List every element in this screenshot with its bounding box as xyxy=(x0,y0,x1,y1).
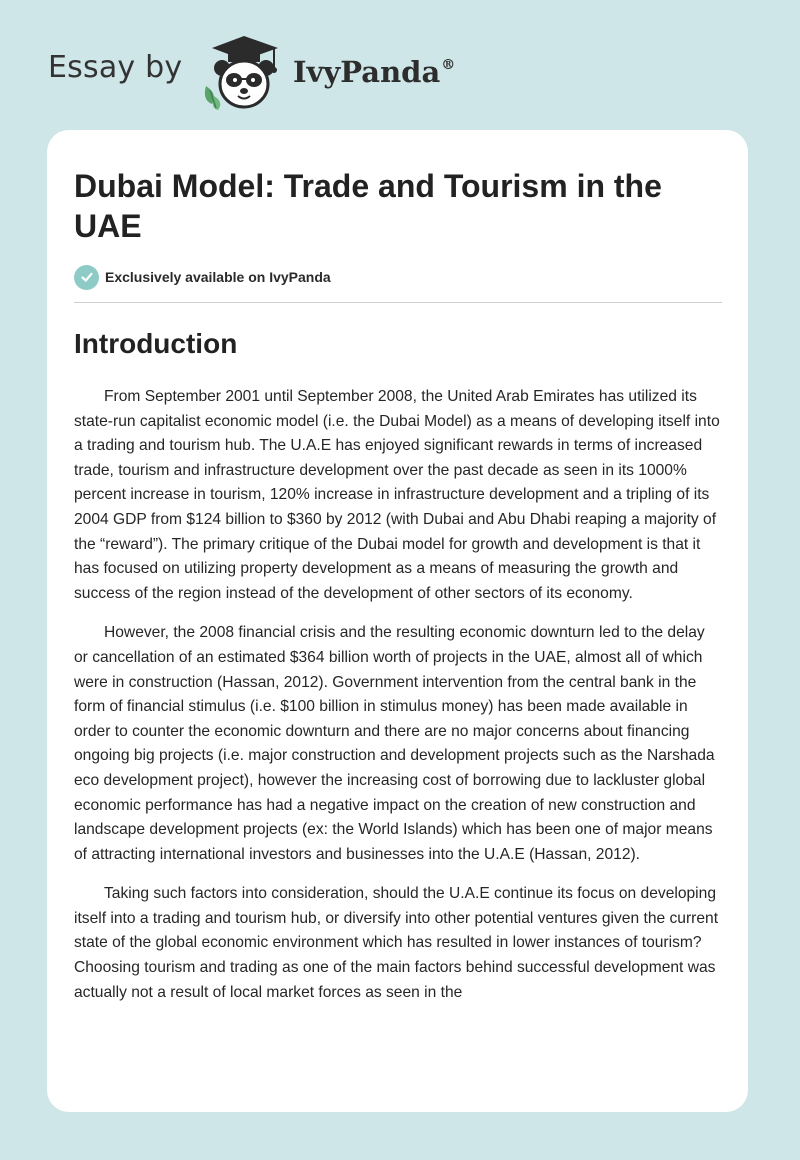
brand-name[interactable] xyxy=(293,55,455,89)
section-heading: Introduction xyxy=(74,328,238,359)
article-card xyxy=(47,130,748,1112)
essay-by-label: Essay by xyxy=(48,50,183,85)
exclusive-badge xyxy=(74,264,331,290)
article-body xyxy=(74,385,722,1020)
paragraph: Taking such factors into consideration, should the U.A.E continue its focus on developing itself into a trading and tourism hub, or diversify into other potential ventures given the current state of the global economic environment which has resulted in lower instances of tourism? Choosing tourism and trading as one of the main factors behind successful development was actually not a result of local market forces as seen in the xyxy=(74,885,719,1001)
check-icon xyxy=(74,265,99,290)
paragraph: From September 2001 until September 2008, the United Arab Emirates has utilized its state-run capitalist economic model (i.e. the Dubai Model) as a means of developing itself into a trading and tourism hub. The U.A.E has enjoyed significant rewards in terms of increased trade, tourism and infrastructure development over the past decade as seen in its 1000% percent increase in tourism, 120% increase in infrastructure development and a tripling of its 2004 GDP from $124 billion to $360 by 2012 (with Dubai and Abu Dhabi reaping a majority of the “reward”). The primary critique of the Dubai model for growth and development is that it has focused on utilizing property development as a means of measuring the growth and success of the region instead of the development of other sectors of its economy. xyxy=(74,388,720,602)
brand-name-text: IvyPanda xyxy=(293,55,441,89)
panda-graduation-cap-icon[interactable] xyxy=(198,34,290,110)
exclusive-label: Exclusively available on IvyPanda xyxy=(105,269,331,285)
registered-mark: ® xyxy=(441,57,456,73)
title-divider xyxy=(74,302,722,303)
site-header xyxy=(0,0,800,130)
paragraph: However, the 2008 financial crisis and the resulting economic downturn led to the delay or cancellation of an estimated $364 billion worth of projects in the UAE, almost all of which were in construction (Hassan, 2012). Government intervention from the central bank in the form of financial stimulus (i.e. $100 billion in stimulus money) has been made available in order to counter the economic downturn and there are no major concerns about financing ongoing big projects (i.e. major construction and development projects such as the Narshada eco development project), however the increasing cost of borrowing due to lackluster global economic performance has had a negative impact on the creation of new construction and landscape development projects (ex: the World Islands) which has been one of major means of attracting international investors and businesses into the U.A.E (Hassan, 2012). xyxy=(74,624,715,863)
article-title: Dubai Model: Trade and Tourism in the UAE xyxy=(74,168,662,244)
